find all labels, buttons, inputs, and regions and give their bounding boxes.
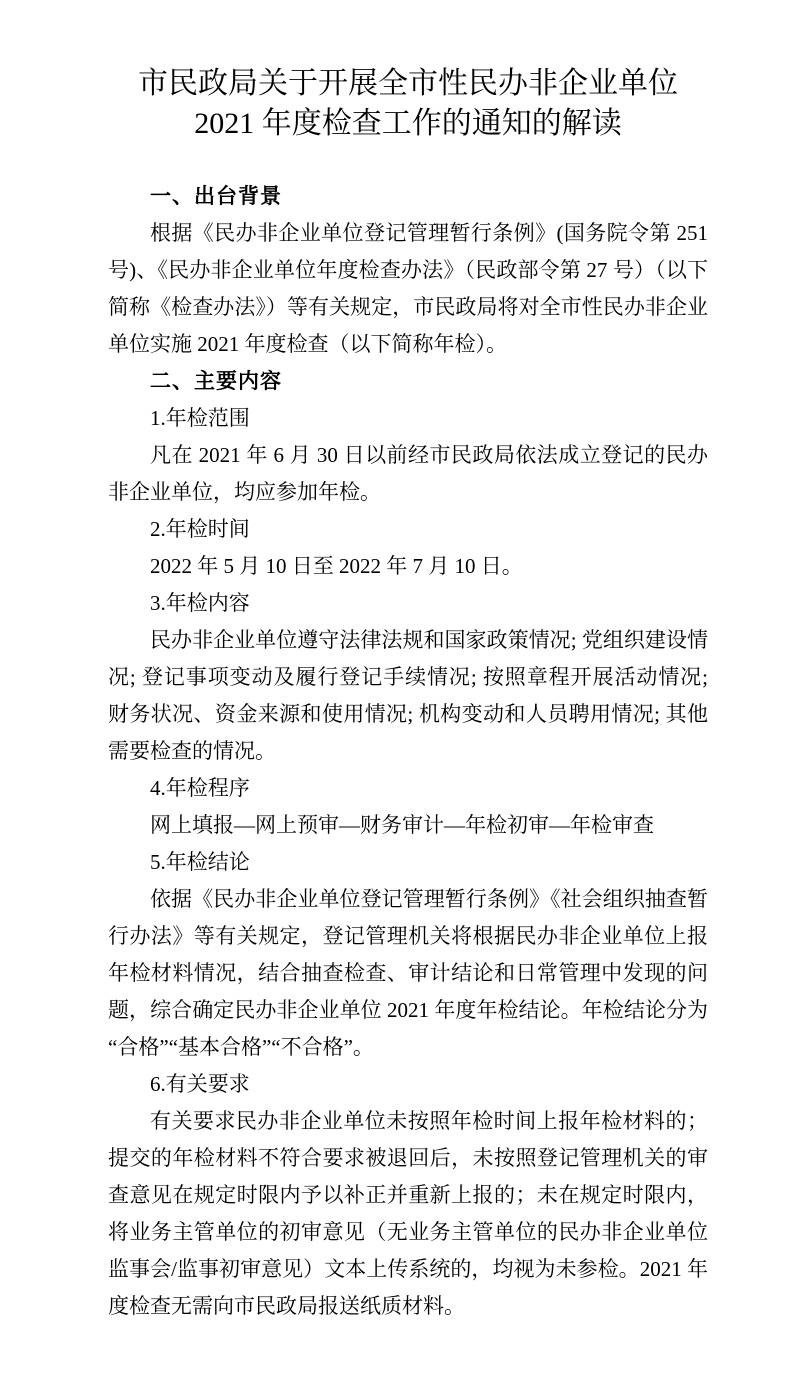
section-heading-background: 一、出台背景 (150, 185, 282, 208)
document-title-line-1: 市民政局关于开展全市性民办非企业单位 (138, 67, 678, 100)
subheading-inspection-scope: 1.年检范围 (150, 406, 250, 430)
paragraph-inspection-time: 2022 年 5 月 10 日至 2022 年 7 月 10 日。 (150, 554, 523, 578)
document-title (108, 64, 708, 144)
paragraph-inspection-conclusion: 依据《民办非企业单位登记管理暂行条例》《社会组织抽查暂行办法》等有关规定，登记管理机关将根据民办非企业单位上报年检材料情况，结合抽查检查、审计结论和日常管理中发现的问题，综合确定民办非企业单位 2021 年度年检结论。年检结论分为“合格”“基本合格”“不合格”。 (108, 887, 708, 1059)
subheading-inspection-conclusion: 5.年检结论 (150, 850, 250, 874)
paragraph-inspection-content: 民办非企业单位遵守法律法规和国家政策情况; 党组织建设情况; 登记事项变动及履行登记手续情况; 按照章程开展活动情况; 财务状况、资金来源和使用情况; 机构变动和人员聘用情况; 其他需要检查的情况。 (108, 628, 708, 763)
subheading-inspection-time: 2.年检时间 (150, 517, 250, 541)
paragraph-inspection-scope: 凡在 2021 年 6 月 30 日以前经市民政局依法成立登记的民办非企业单位，均应参加年检。 (108, 443, 708, 504)
paragraph-background: 根据《民办非企业单位登记管理暂行条例》(国务院令第 251 号)、《民办非企业单位年度检查办法》（民政部令第 27 号）（以下简称《检查办法》）等有关规定，市民政局将对全市性民办非企业单位实施 2021 年度检查（以下简称年检）。 (108, 221, 708, 356)
section-heading-main-content: 二、主要内容 (150, 370, 282, 393)
document-body (108, 178, 708, 1325)
document-title-line-2: 2021 年度检查工作的通知的解读 (194, 107, 622, 140)
subheading-inspection-content: 3.年检内容 (150, 591, 250, 615)
paragraph-inspection-procedure: 网上填报—网上预审—财务审计—年检初审—年检审查 (150, 813, 654, 837)
paragraph-related-requirements: 有关要求民办非企业单位未按照年检时间上报年检材料的；提交的年检材料不符合要求被退回后，未按照登记管理机关的审查意见在规定时限内予以补正并重新上报的；未在规定时限内，将业务主管单位的初审意见（无业务主管单位的民办非企业单位监事会/监事初审意见）文本上传系统的，均视为未参检。2021 年度检查无需向市民政局报送纸质材料。 (108, 1109, 708, 1318)
subheading-related-requirements: 6.有关要求 (150, 1072, 250, 1096)
subheading-inspection-procedure: 4.年检程序 (150, 776, 250, 800)
